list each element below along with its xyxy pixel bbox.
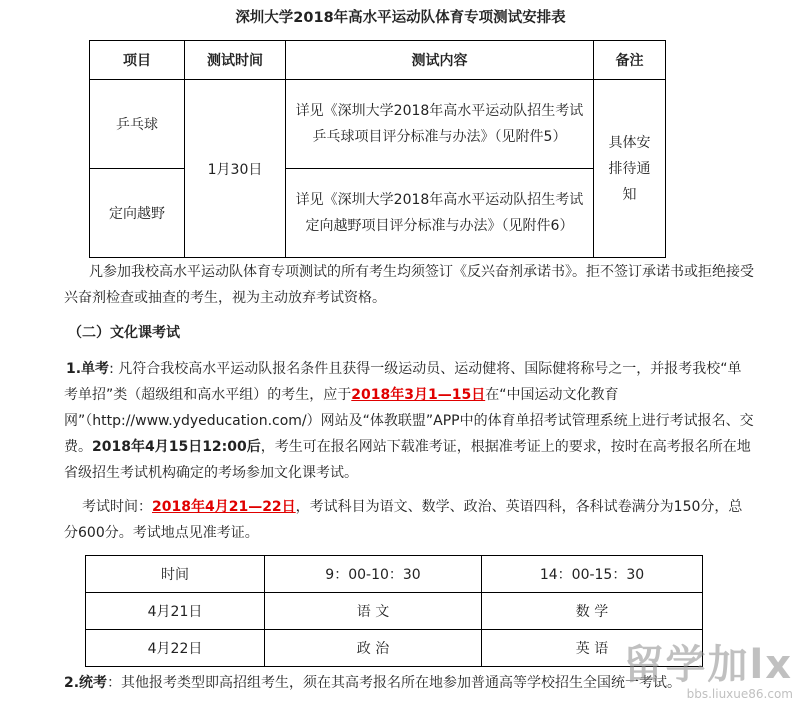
- unified-exam-text: ：其他报考类型即高招组考生，须在其高考报名所在地参加普通高等学校招生全国统一考试。: [107, 675, 682, 691]
- exam-date: 2018年4月21—22日: [152, 499, 296, 515]
- single-exam-paragraph: [64, 356, 754, 486]
- content-text: 详见《深圳大学2018年高水平运动队招生考试定向越野项目评分标准与办法》（见附件6）: [295, 192, 584, 234]
- header-item: 项目: [90, 41, 185, 80]
- note-text: 具体安排待通知: [608, 134, 651, 203]
- cell-content: [286, 80, 594, 169]
- header-time: 测试时间: [185, 41, 286, 80]
- cell-afternoon-subject: 数 学: [482, 593, 703, 630]
- cell-afternoon-subject: 英 语: [482, 630, 703, 667]
- anti-doping-paragraph: 凡参加我校高水平运动队体育专项测试的所有考生均须签订《反兴奋剂承诺书》。拒不签订承诺书或拒绝接受兴奋剂检查或抽查的考生，视为主动放弃考试资格。: [64, 264, 754, 306]
- unified-exam-lead: 2.统考: [64, 675, 108, 691]
- single-exam-lead: 1.单考: [66, 361, 110, 377]
- cell-content: [286, 169, 594, 258]
- exam-timetable: [85, 555, 703, 667]
- table-row: [86, 630, 703, 667]
- header-afternoon: 14：00-15：30: [482, 556, 703, 593]
- single-exam-text-1: : 凡符合我校高水平运动队报名条件且获得一级运动员、运动健将、国际健将称号之一，并报考我校“单考单招”类（超级组和高水平组）的考生，应于: [64, 361, 742, 403]
- cell-morning-subject: 语 文: [265, 593, 482, 630]
- table-header-row: [86, 556, 703, 593]
- header-morning: 9：00-10：30: [265, 556, 482, 593]
- table-row: [90, 169, 666, 258]
- watermark-url: bbs.liuxue86.com: [686, 687, 793, 701]
- site-watermark: [623, 643, 793, 705]
- cell-note: [594, 80, 666, 258]
- page-title: 深圳大学2018年高水平运动队体育专项测试安排表: [235, 10, 566, 26]
- exam-time-text: ，考试科目为语文、数学、政治、英语四科，各科试卷满分为150分，总分600分。考试地点见准考证。: [64, 499, 743, 541]
- table-header-row: [90, 41, 666, 80]
- cell-date: 4月22日: [86, 630, 265, 667]
- exam-time-label: 考试时间：: [82, 499, 152, 515]
- registration-date: 2018年3月1—15日: [351, 387, 486, 403]
- table-row: [90, 80, 666, 169]
- exam-time-paragraph: [64, 494, 754, 546]
- single-exam-text-3: ，考生可在报名网站下载准考证，根据准考证上的要求，按时在高考报名所在地省级招生考试机构确定的考场参加文化课考试。: [64, 439, 751, 481]
- cell-time: 1月30日: [185, 80, 286, 258]
- header-note: 备注: [594, 41, 666, 80]
- cell-item: 乒乓球: [90, 80, 185, 169]
- content-text: 详见《深圳大学2018年高水平运动队招生考试乒乓球项目评分标准与办法》（见附件5）: [295, 103, 584, 145]
- single-exam-text-2: 在“中国运动文化教育网”（http://www.ydyeducation.com/）网站及“体教联盟”APP中的体育单招考试管理系统上进行考试报名、交费。: [64, 387, 754, 455]
- cell-morning-subject: 政 治: [265, 630, 482, 667]
- section-heading: （二）文化课考试: [68, 325, 180, 341]
- cell-item: 定向越野: [90, 169, 185, 258]
- watermark-logo-text: 留学加lx: [623, 642, 793, 688]
- sports-test-schedule-table: [89, 40, 666, 258]
- header-time: 时间: [86, 556, 265, 593]
- table-row: [86, 593, 703, 630]
- cell-date: 4月21日: [86, 593, 265, 630]
- ticket-download-time: 2018年4月15日12:00后: [92, 439, 261, 455]
- header-content: 测试内容: [286, 41, 594, 80]
